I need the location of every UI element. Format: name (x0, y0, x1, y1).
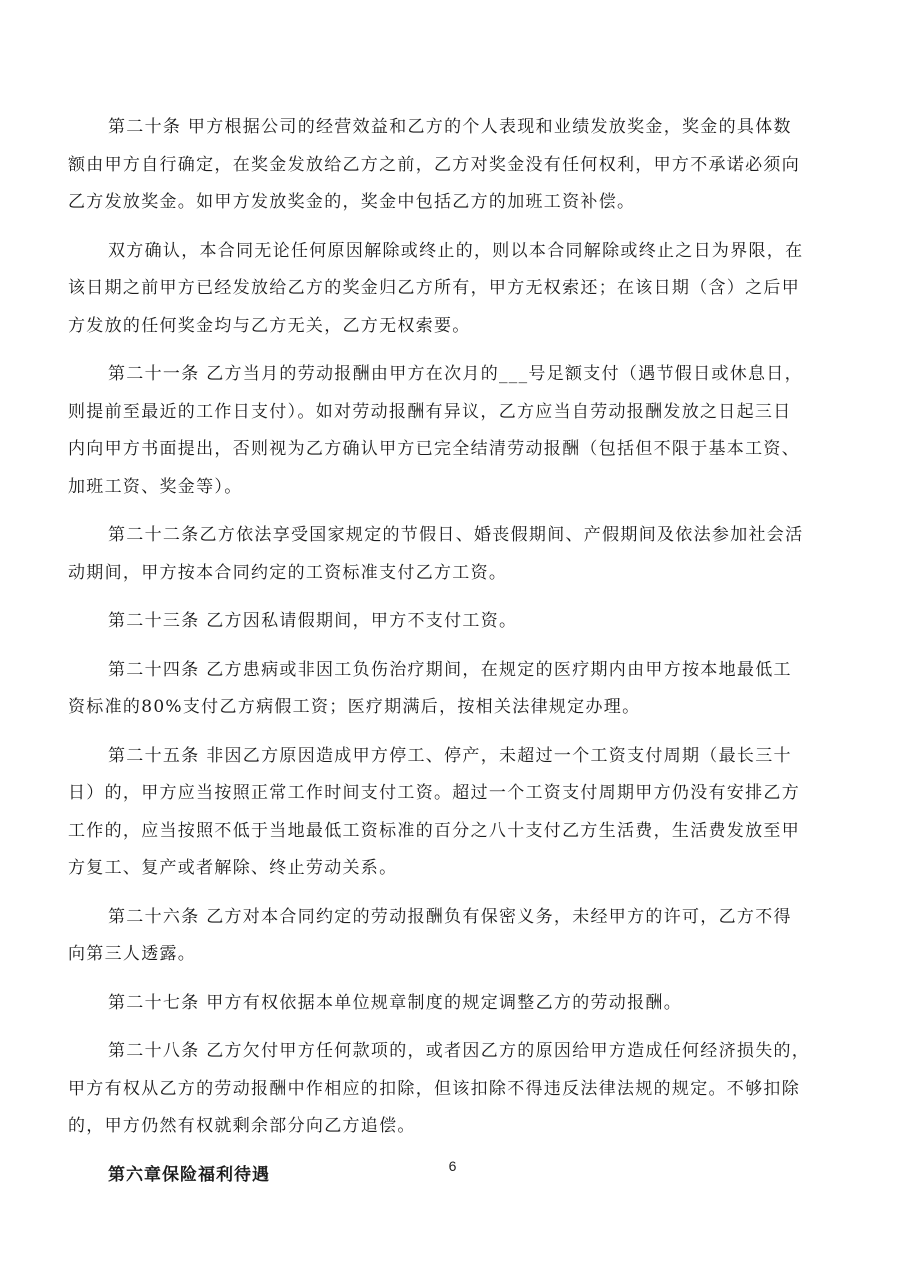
text-line: 第二十八条 乙方欠付甲方任何款项的，或者因乙方的原因给甲方造成任何经济损失的， (108, 1041, 811, 1061)
paragraph-article-25 (68, 738, 800, 888)
paragraph-article-20 (68, 109, 800, 222)
paragraph-article-26 (68, 899, 798, 974)
page-number: 6 (448, 1158, 457, 1174)
text-line: 第二十一条 乙方当月的劳动报酬由甲方在次月的___号足额支付（遇节假日或休息日， (108, 364, 803, 384)
text-line: 加班工资、奖金等）。 (68, 476, 243, 497)
text-line: 第二十五条 非因乙方原因造成甲方停工、停产，未超过一个工资支付周期（最长三十 (108, 745, 792, 766)
paragraph-article-21 (68, 356, 803, 506)
text-line: 方发放的任何奖金均与乙方无关，乙方无权索要。 (68, 315, 471, 336)
text-line: 第二十三条 乙方因私请假期间，甲方不支付工资。 (108, 611, 518, 631)
text-line: 动期间，甲方按本合同约定的工资标准支付乙方工资。 (68, 562, 508, 583)
text-line: 方复工、复产或者解除、终止劳动关系。 (68, 858, 398, 878)
text-line: 资标准的80%支付乙方病假工资；医疗期满后，按相关法律规定办理。 (68, 697, 641, 717)
text-line: 则提前至最近的工作日支付）。如对劳动报酬有异议，乙方应当自劳动报酬发放之日起三日 (68, 401, 792, 422)
paragraph-article-23 (108, 603, 798, 641)
paragraph-article-27 (108, 985, 798, 1023)
text-line: 甲方有权从乙方的劳动报酬中作相应的扣除，但该扣除不得违反法律法规的规定。不够扣除 (68, 1078, 800, 1099)
text-line: 第二十二条乙方依法享受国家规定的节假日、婚丧假期间、产假期间及依法参加社会活 (108, 525, 804, 545)
text-line: 额由甲方自行确定，在奖金发放给乙方之前，乙方对奖金没有任何权利，甲方不承诺必须向 (68, 154, 800, 175)
text-line: 日）的，甲方应当按照正常工作时间支付工资。超过一个工资支付周期甲方仍没有安排乙方 (68, 783, 800, 803)
text-line: 该日期之前甲方已经发放给乙方的奖金归乙方所有，甲方无权索还；在该日期（含）之后甲 (68, 278, 800, 298)
text-line: 内向甲方书面提出，否则视为乙方确认甲方已完全结清劳动报酬（包括但不限于基本工资、 (68, 439, 800, 459)
paragraph-bonus-confirmation (68, 233, 804, 346)
document-body (68, 109, 811, 1194)
text-line: 乙方发放奖金。如甲方发放奖金的，奖金中包括乙方的加班工资补偿。 (68, 192, 636, 212)
chapter-heading: 第六章保险福利待遇 (108, 1164, 270, 1185)
text-line: 双方确认，本合同无论任何原因解除或终止的，则以本合同解除或终止之日为界限，在 (108, 240, 804, 261)
text-line: 第二十四条 乙方患病或非因工负伤治疗期间，在规定的医疗期内由甲方按本地最低工 (108, 659, 792, 680)
paragraph-article-22 (68, 517, 804, 592)
text-line: 第二十条 甲方根据公司的经营效益和乙方的个人表现和业绩发放奖金，奖金的具体数 (108, 117, 792, 137)
text-line: 第二十六条 乙方对本合同约定的劳动报酬负有保密义务，未经甲方的许可，乙方不得 (108, 906, 792, 927)
text-line: 工作的，应当按照不低于当地最低工资标准的百分之八十支付乙方生活费，生活费发放至甲 (68, 820, 800, 841)
text-line: 向第三人透露。 (68, 944, 197, 964)
text-line: 第二十七条 甲方有权依据本单位规章制度的规定调整乙方的劳动报酬。 (108, 992, 683, 1013)
text-line: 的，甲方仍然有权就剩余部分向乙方追偿。 (68, 1116, 416, 1136)
paragraph-article-28 (68, 1033, 811, 1146)
paragraph-article-24 (68, 652, 798, 727)
